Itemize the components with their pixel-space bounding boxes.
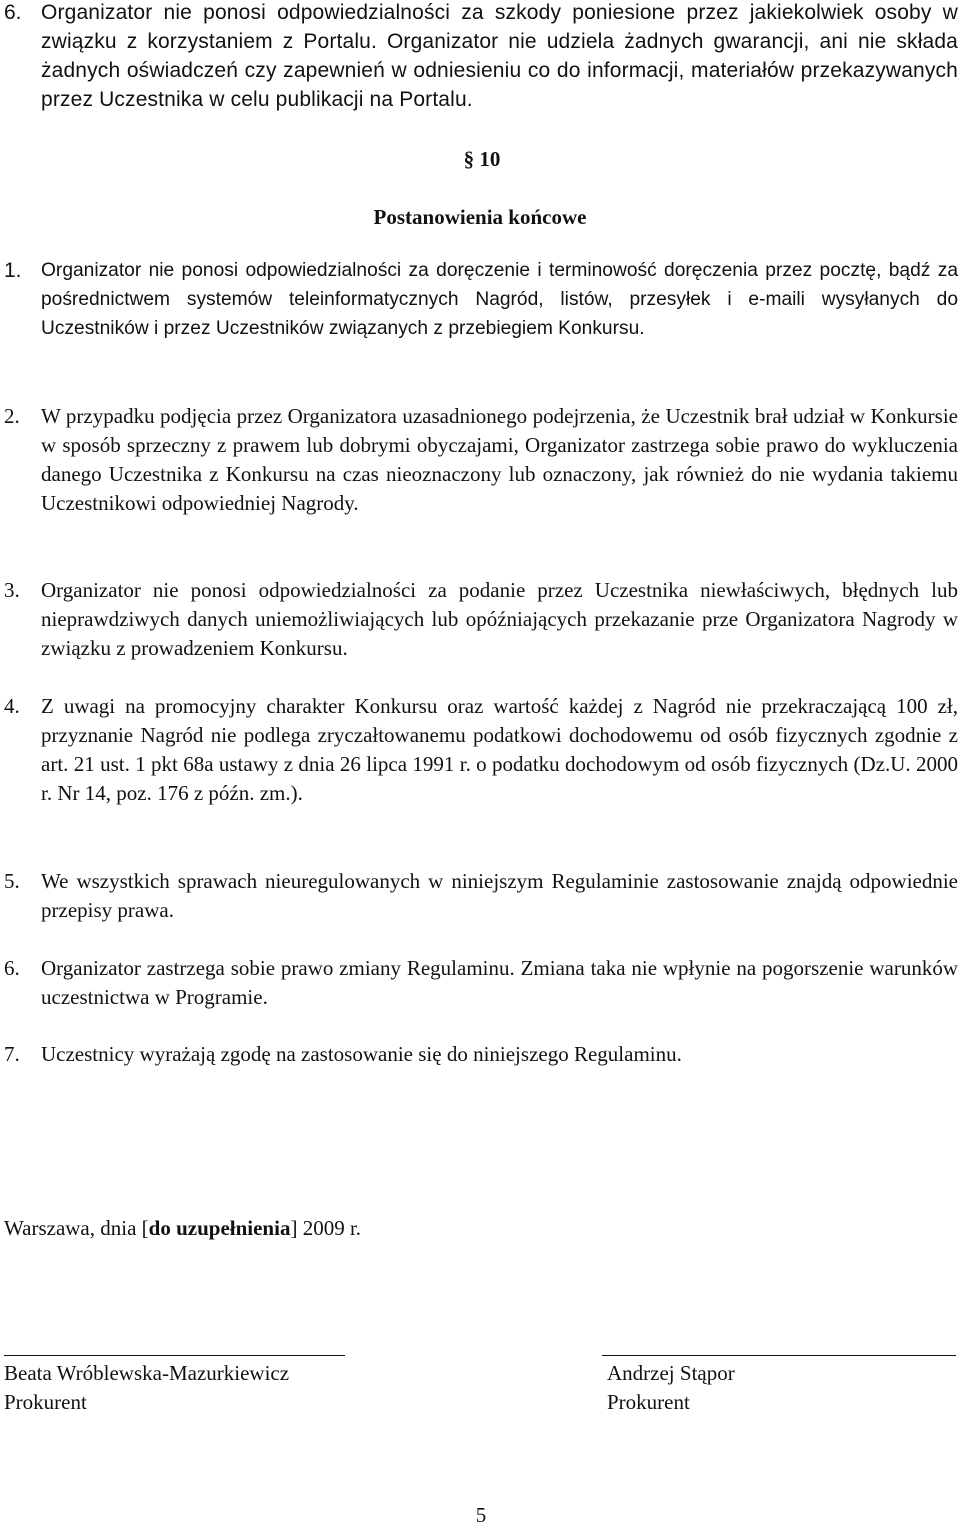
point-text: Uczestnicy wyrażają zgodę na zastosowanie się do niniejszego Regulaminu. [41,1042,682,1066]
point-number: 4. [4,694,20,718]
place-date [4,1214,361,1243]
top-point-number: 6. [4,1,22,24]
top-point-6 [4,0,958,114]
point-text: Organizator zastrzega sobie prawo zmiany Regulaminu. Zmiana taka nie wpłynie na pogorszenie warunków uczestnictwa w Programie. [41,956,958,1009]
point-number: 5. [4,869,20,893]
point-5 [4,867,958,925]
point-text: Organizator nie ponosi odpowiedzialności za podanie przez Uczestnika niewłaściwych, błędnych lub nieprawdziwych danych uniemożliwiających lub opóźniających przekazanie prze Organizatora Nagrody w związku z prowadzeniem Konkursu. [41,578,958,660]
point-text: W przypadku podjęcia przez Organizatora uzasadnionego podejrzenia, że Uczestnik brał udział w Konkursie w sposób sprzeczny z prawem lub dobrymi obyczajami, Organizator zastrzega sobie prawo do wykluczenia danego Uczestnika z Konkursu na czas nieoznaczony lub oznaczony, jak również do nie wydania takiemu Uczestnikowi odpowiedniej Nagrody. [41,404,958,515]
point-number: 6. [4,956,20,980]
signature-name-left: Beata Wróblewska-Mazurkiewicz [4,1361,290,1385]
point-7 [4,1040,958,1069]
top-point-text: Organizator nie ponosi odpowiedzialności za szkody poniesione przez jakiekolwiek osoby w związku z korzystaniem z Portalu. Organizator nie udziela żadnych gwarancji, ani nie składa żadnych oświadczeń czy zapewnień w odniesieniu co do informacji, materiałów przekazywanych przez Uczestnika w celu publikacji na Portalu. [41,1,958,111]
point-text: Z uwagi na promocyjny charakter Konkursu oraz wartość każdej z Nagród nie przekraczającą 100 zł, przyznanie Nagród nie podlega zryczałtowanemu podatkowi dochodowemu od osób fizycznych zgodnie z art. 21 ust. 1 pkt 68a ustawy z dnia 26 lipca 1991 r. o podatku dochodowym od osób fizycznych (Dz.U. 2000 r. Nr 14, poz. 176 z późn. zm.). [41,694,958,805]
point-6 [4,954,958,1012]
section-number: § 10 [463,147,501,171]
section-title: Postanowienia końcowe [373,205,587,229]
place-date-suffix: ] 2009 r. [290,1216,362,1240]
point-3 [4,576,958,663]
signature-name-right: Andrzej Stąpor [607,1361,735,1385]
point-text: We wszystkich sprawach nieuregulowanych w niniejszym Regulaminie zastosowanie znajdą odpowiednie przepisy prawa. [41,869,958,922]
signature-line-left [4,1355,345,1356]
point-4 [4,692,958,808]
place-date-prefix: Warszawa, dnia [ [4,1216,149,1240]
place-date-placeholder: do uzupełnienia [148,1216,291,1240]
point-number: 1. [4,259,22,282]
point-number: 3. [4,578,20,602]
signature-role-left: Prokurent [4,1390,87,1414]
point-number: 2. [4,404,20,428]
page-number: 5 [475,1503,487,1527]
point-2 [4,402,958,518]
signature-role-right: Prokurent [607,1390,690,1414]
point-1 [4,256,958,343]
point-number: 7. [4,1042,20,1066]
point-text: Organizator nie ponosi odpowiedzialności za doręczenie i terminowość doręczenia przez pocztę, bądź za pośrednictwem systemów teleinformatycznych Nagród, listów, przesyłek i e-maili wysyłanych do Uczestników i przez Uczestników związanych z przebiegiem Konkursu. [41,260,958,339]
signature-line-right [602,1355,956,1356]
